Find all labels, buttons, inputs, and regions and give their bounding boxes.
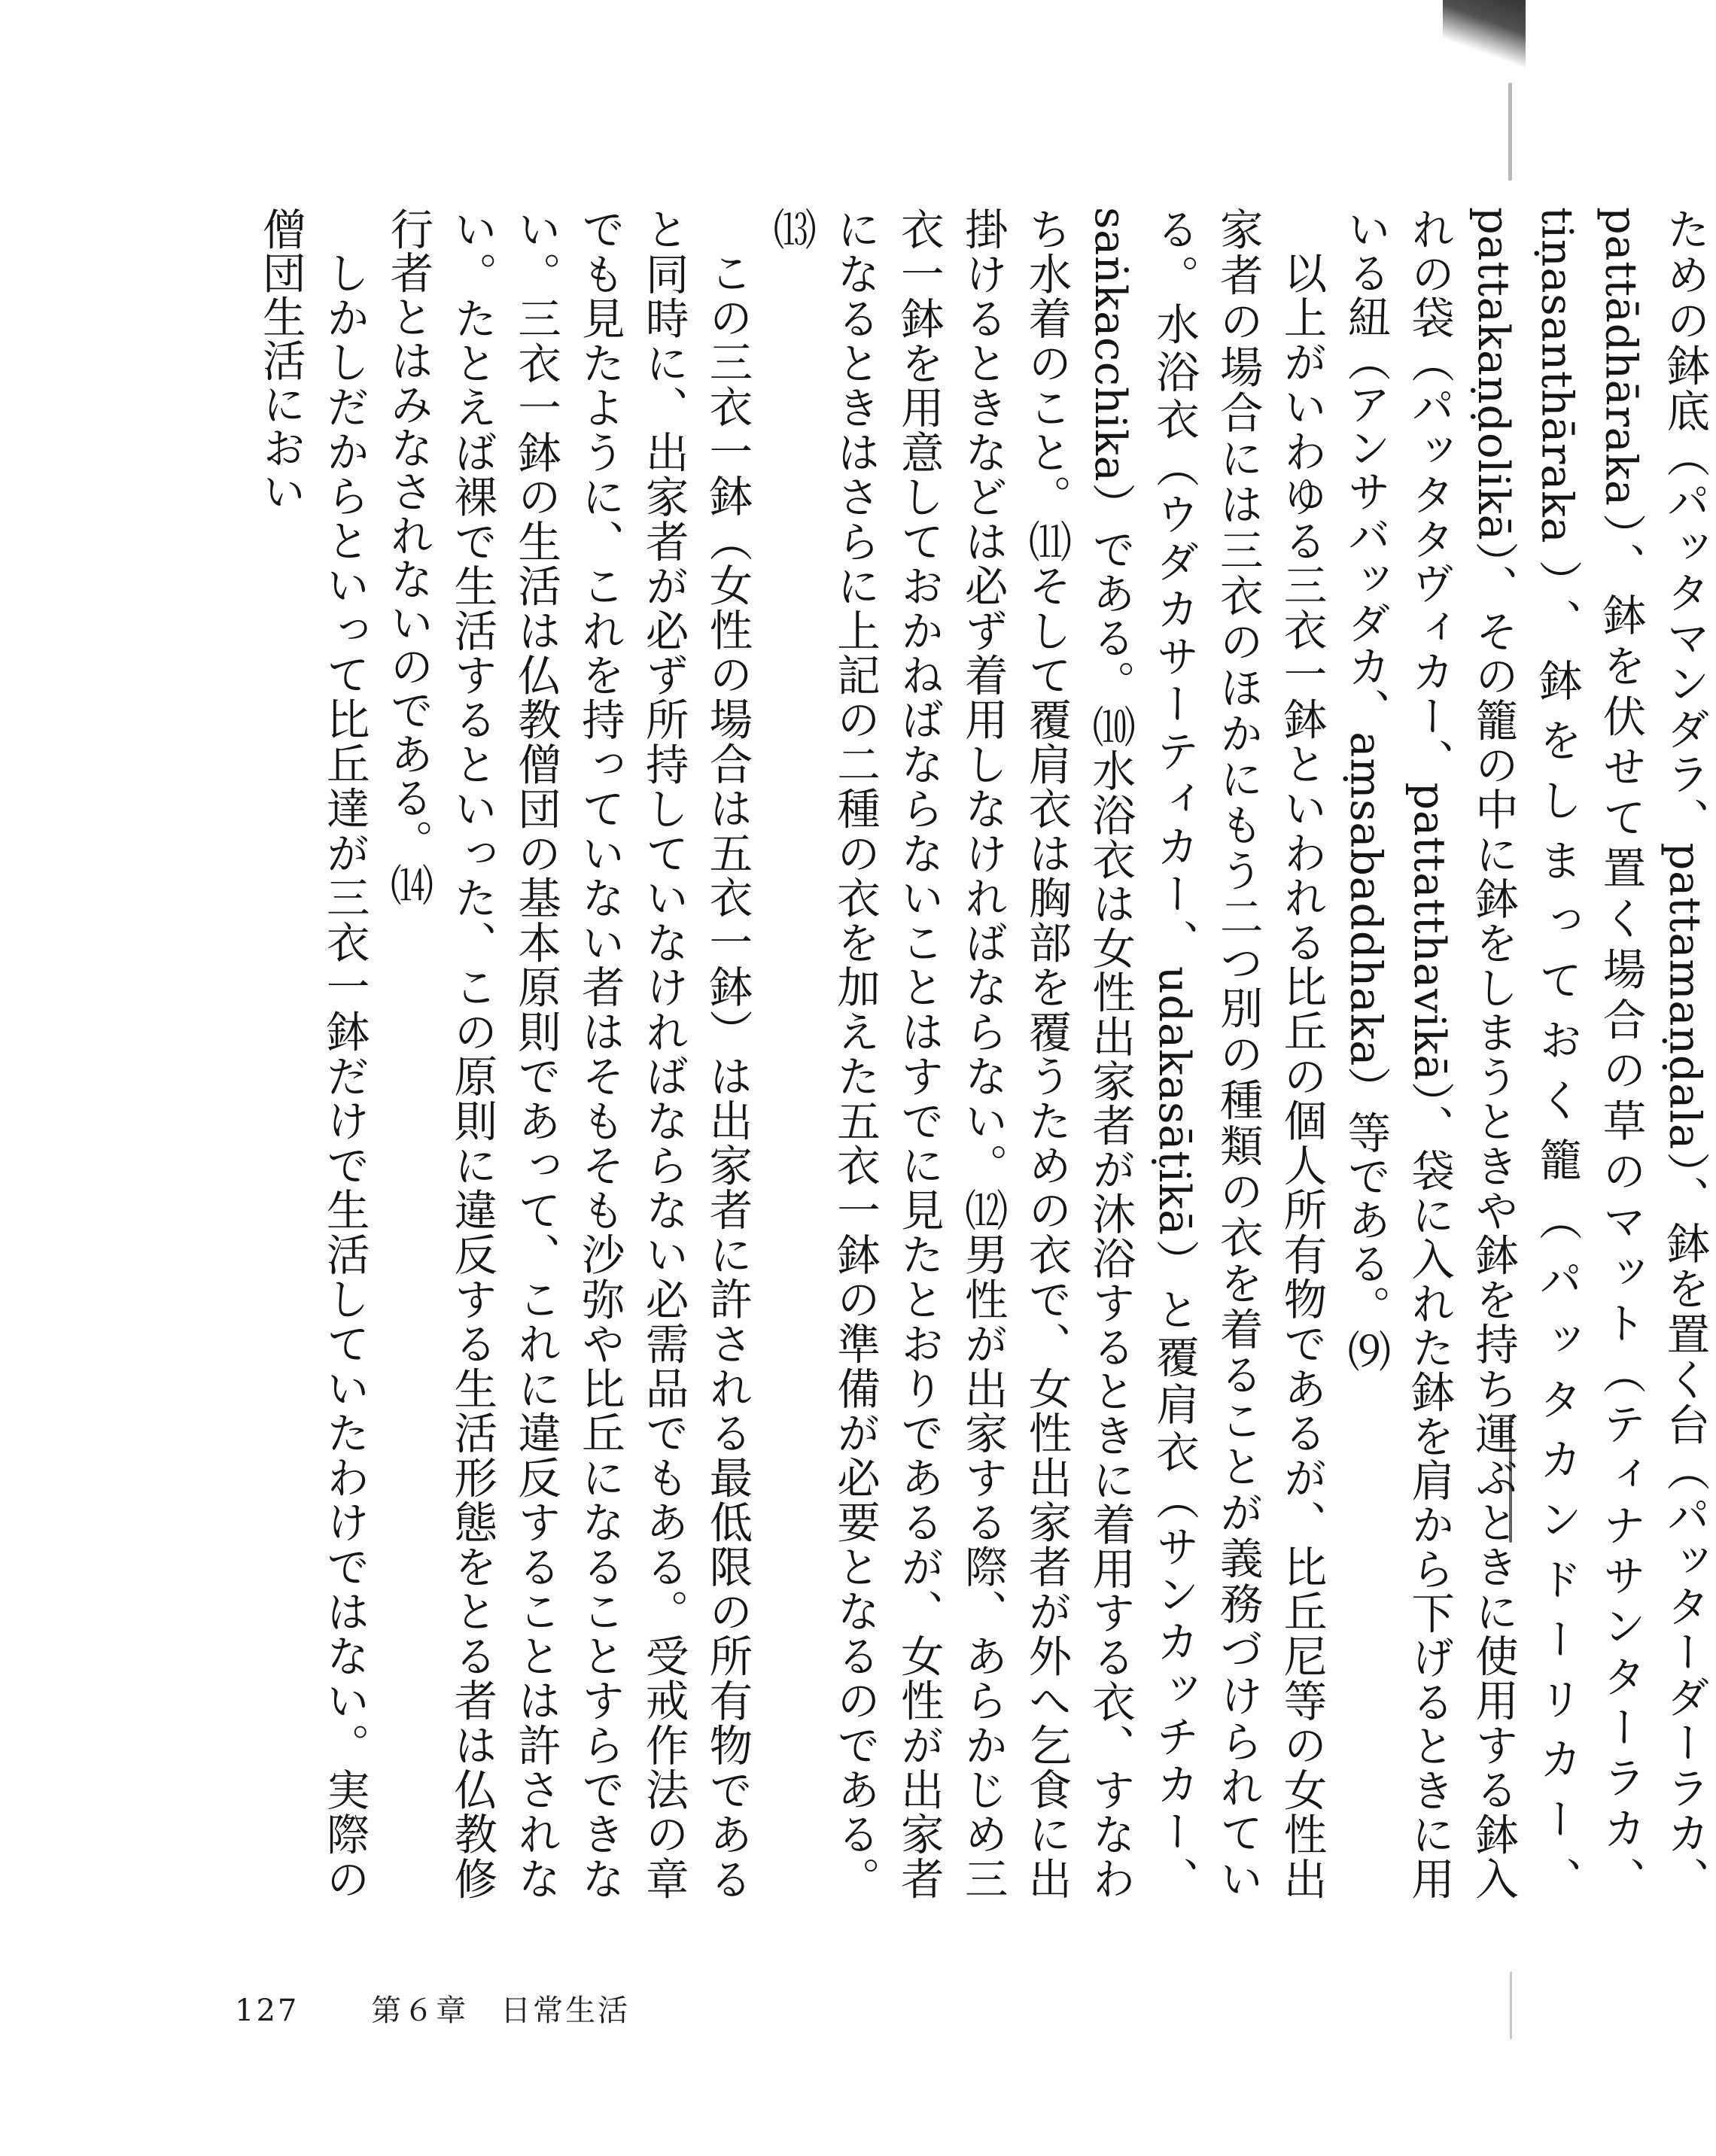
paragraph: ための鉢底（パッタマンダラ、pattamaṇḍala）、鉢を置く台（パッターダーラカ、pattādhāraka）、鉢を伏せて置く場合の草のマット（ティナサンターラカ、tiṇasanthāraka）、鉢をしまっておく籠（パッタカンドーリカー、pattakaṇḍolikā）、その籠の中に鉢をしまうときや鉢を持ち運ぶときに使用する鉢入れの袋（パッタタヴィカー、pattatthavikā）、袋に入れた鉢を肩から下げるときに用いる紐（アンサバッダカ、aṃsabaddhaka）等である。⑼ bbox=[1340, 207, 1711, 1900]
scan-edge-mark bbox=[1508, 83, 1512, 181]
paragraph: この三衣一鉢（女性の場合は五衣一鉢）は出家者に許される最低限の所有物であると同時に、出家者が必ず所持していなければならない必需品でもある。受戒作法の章でも見たように、これを持っていない者はそもそも沙弥や比丘になることすらできない。三衣一鉢の生活は仏教僧団の基本原則であって、これに違反することは許されない。たとえば裸で生活するといった、この原則に違反する生活形態をとる者は仏教修行者とはみなされないのである。⒁ bbox=[383, 207, 753, 1900]
paragraph: しかしだからといって比丘達が三衣一鉢だけで生活していたわけではない。実際の僧団生活におい bbox=[255, 207, 370, 1900]
scan-shadow-corner bbox=[1443, 0, 1526, 68]
scan-edge-mark bbox=[1510, 1972, 1512, 2039]
running-head-chapter: 第６章 日常生活 bbox=[371, 1993, 631, 2028]
paragraph: 以上がいわゆる三衣一鉢といわれる比丘の個人所有物であるが、比丘尼等の女性出家者の場合には三衣のほかにもう二つ別の種類の衣を着ることが義務づけられている。水浴衣（ウダカサーティカー、udakasāṭikā）と覆肩衣（サンカッチカー、saṅkacchika）である。⑽水浴衣は女性出家者が沐浴するときに着用する衣、すなわち水着のこと。⑾そして覆肩衣は胸部を覆うための衣で、女性出家者が外へ乞食に出掛けるときなどは必ず着用しなければならない。⑿男性が出家する際、あらかじめ三衣一鉢を用意しておかねばならないことはすでに見たとおりであるが、女性が出家者になるときはさらに上記の二種の衣を加えた五衣一鉢の準備が必要となるのである。⒀ bbox=[766, 207, 1328, 1900]
vertical-body-text bbox=[248, 207, 1716, 1900]
page-footer bbox=[235, 1987, 630, 2030]
page-number: 127 bbox=[235, 1993, 300, 2028]
